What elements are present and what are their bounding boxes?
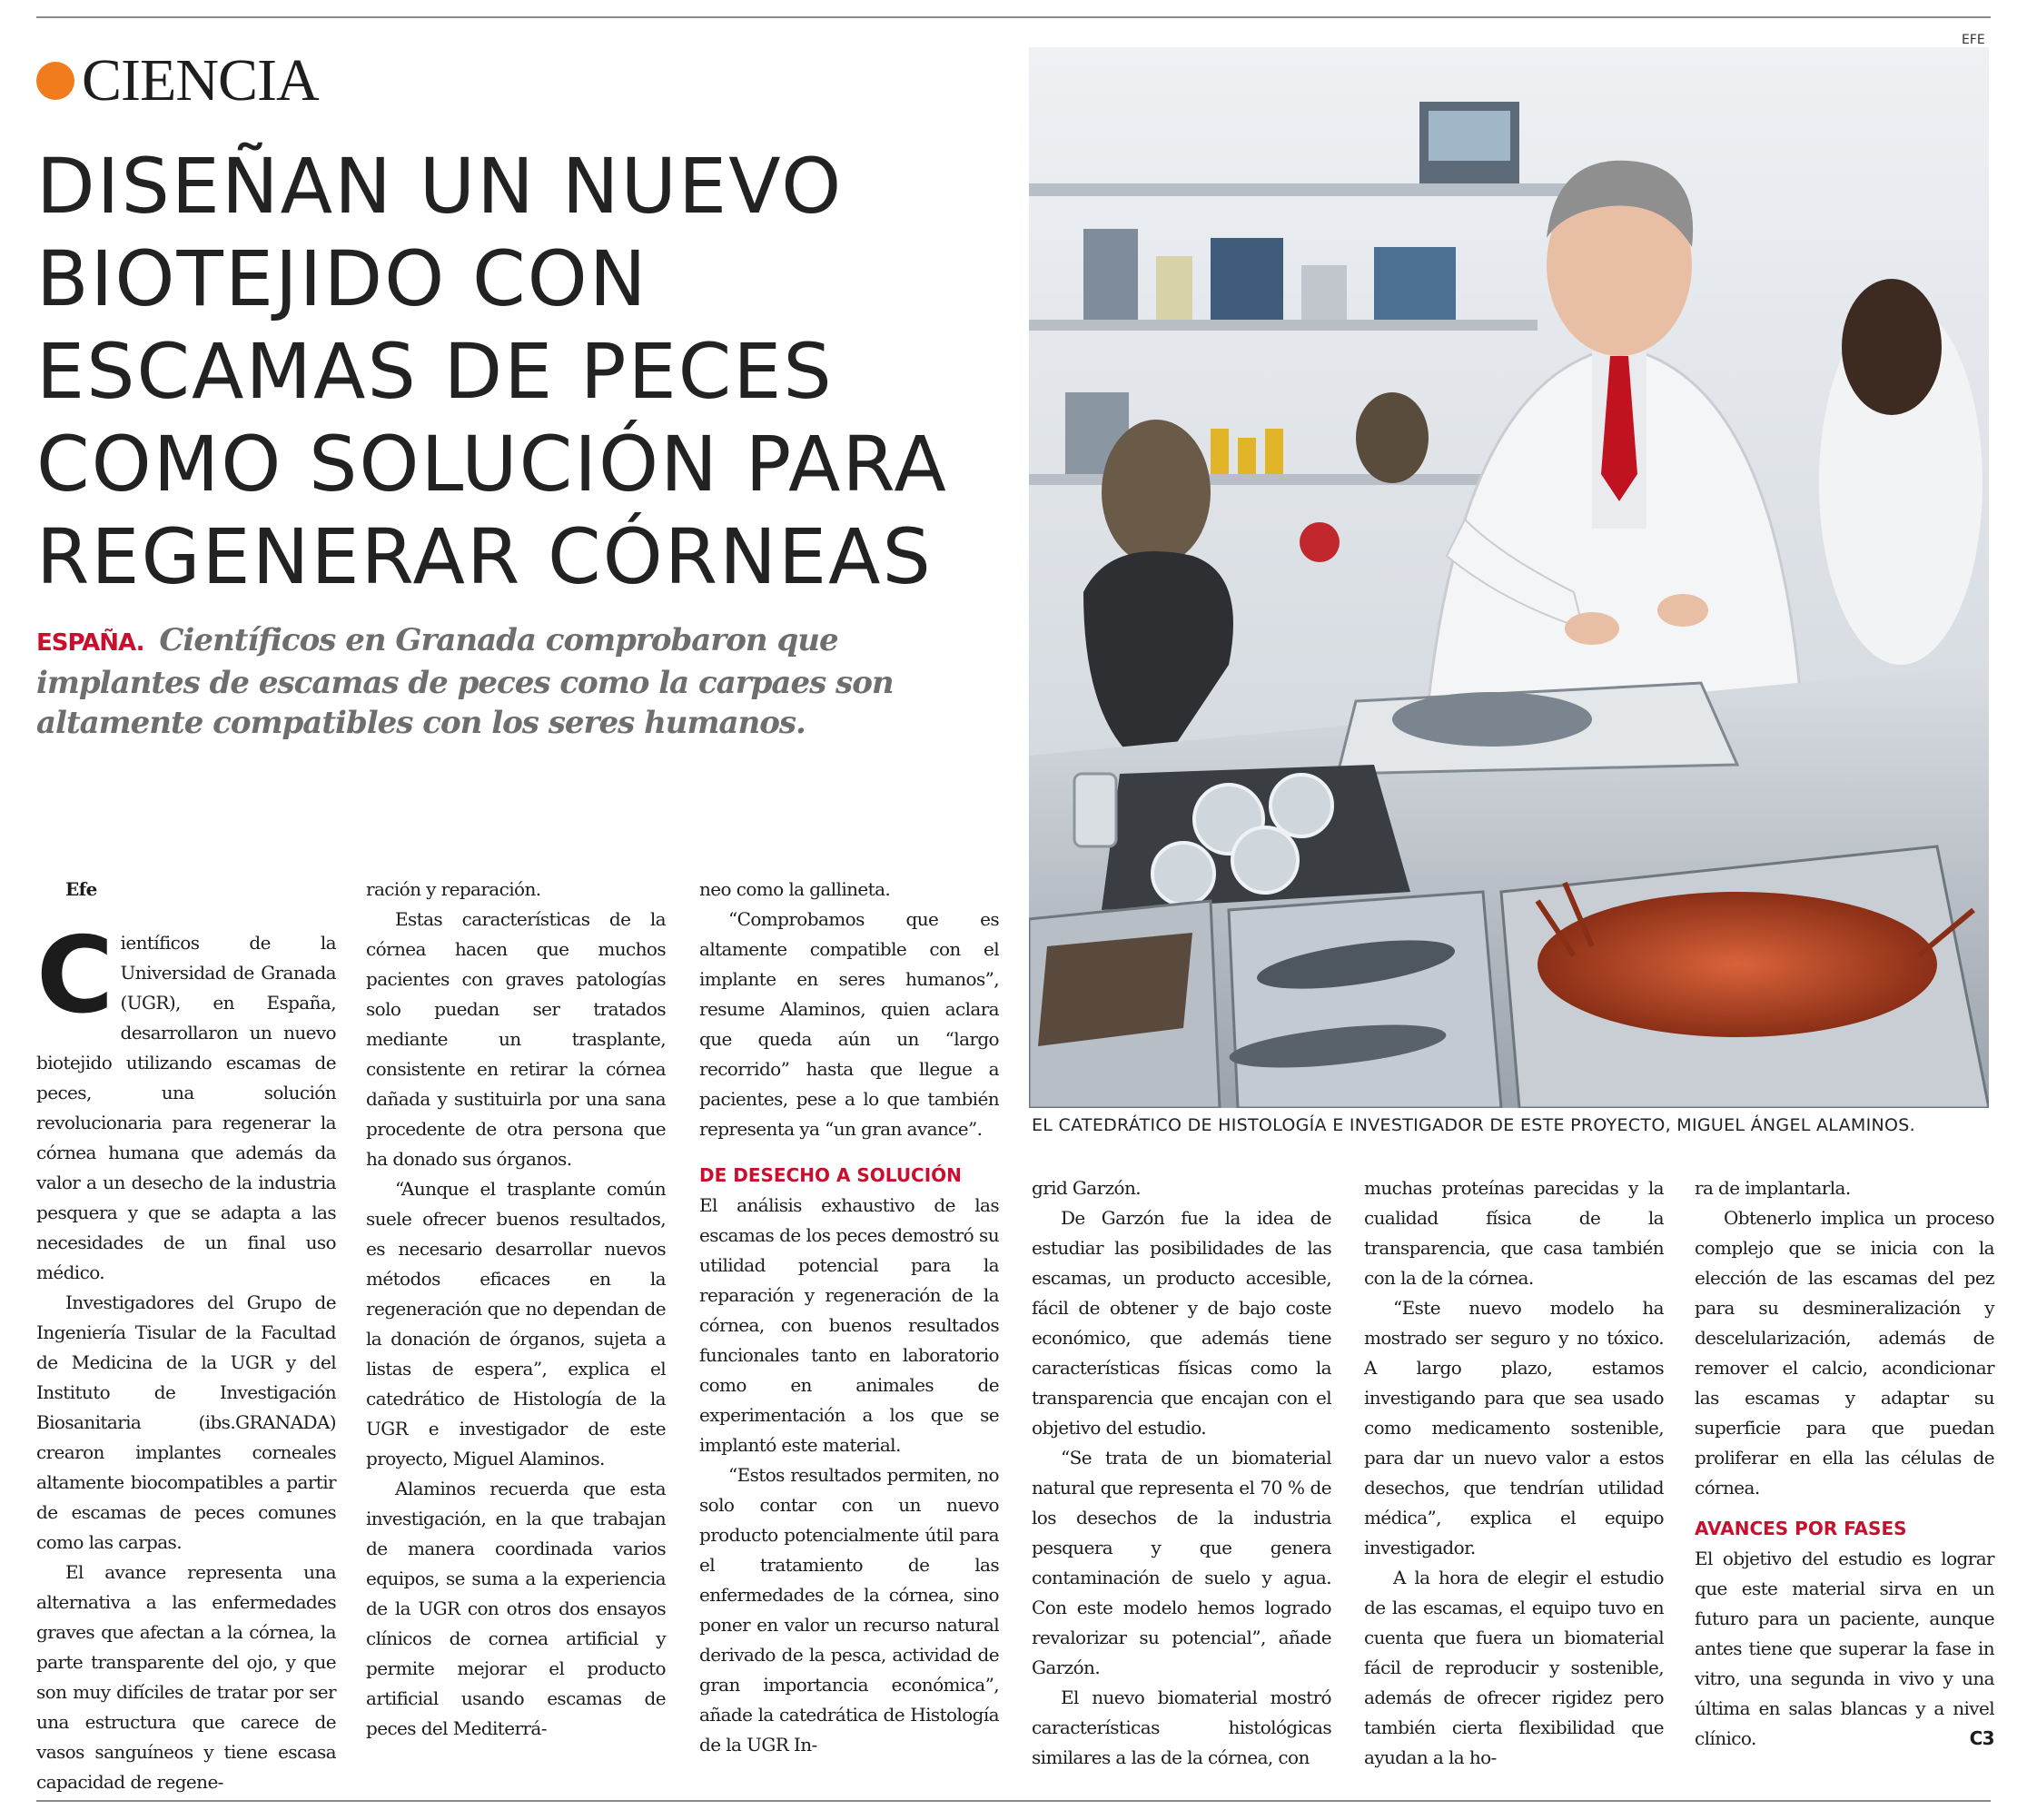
article-paragraph: Estas características de la córnea hacen que muchos pacientes con graves patologías solo puedan ser tratados mediante un trasplante, consistente en retirar la córnea dañada y sustituirla por una sana procedente de otra persona que ha donado sus órganos. (366, 908, 666, 1170)
article-paragraph: “Estos resultados permiten, no solo contar con un nuevo producto potencialmente útil para el tratamiento de las enfermedades de la córnea, sino poner en valor un recurso natural derivado de la pesca, actividad de gran importancia económica”, añade la catedrática de Histología de la UGR In- (699, 1464, 999, 1756)
article-paragraph: ración y reparación. (366, 878, 541, 900)
article-column-3 (699, 875, 999, 1760)
article-column-2 (366, 875, 666, 1744)
article-paragraph: muchas proteínas parecidas y la cualidad física de la transparencia, que casa también con la de la córnea. (1364, 1177, 1664, 1289)
bottom-rule (36, 1800, 1991, 1802)
article-paragraph: A la hora de elegir el estudio de las escamas, el equipo tuvo en cuenta que fuera un biomaterial fácil de reproducir y sostenible, además de ofrecer rigidez pero también cierta flexibilidad que ayudan a la ho- (1364, 1567, 1664, 1768)
deck-place: ESPAÑA. (36, 629, 144, 657)
deck-text: Científicos en Granada comprobaron que implantes de escamas de peces como la carpaes son altamente compatibles con los seres humanos. (36, 622, 894, 741)
section-name: CIENCIA (82, 47, 319, 114)
photo-credit: EFE (1962, 33, 1985, 47)
article-paragraph: “Aunque el trasplante común suele ofrecer buenos resultados, es necesario desarrollar nuevos métodos eficaces en la regeneración que no dependan de la donación de órganos, sujeta a listas de espera”, explica el catedrático de Histología de la UGR e investigador de este proyecto, Miguel Alaminos. (366, 1178, 666, 1469)
article-paragraph: Obtenerlo implica un proceso complejo que se inicia con la elección de las escamas del pez para su desmineralización y descelularización, además de remover el calcio, acondicionar las escamas y adaptar su superficie para que puedan proliferar en ella las células de córnea. (1695, 1207, 1994, 1499)
photo-caption: EL CATEDRÁTICO DE HISTOLOGÍA E INVESTIGADOR DE ESTE PROYECTO, MIGUEL ÁNGEL ALAMINOS. (1032, 1115, 1915, 1135)
article-paragraph: De Garzón fue la idea de estudiar las posibilidades de las escamas, un producto accesible, fácil de obtener y de bajo coste económico, que además tiene características físicas como la transparencia que encajan con el objetivo del estudio. (1032, 1207, 1331, 1439)
paragraph-text: ientíficos de la Universidad de Granada (UGR), en España, desarrollaron un nuevo biotejido utilizando escamas de peces, una solución revolucionaria para regenerar la córnea humana que además da valor a un desecho de la industria pesquera y que se adapta a las necesidades de un final uso médico. (36, 932, 336, 1283)
article-paragraph: Alaminos recuerda que esta investigación, en la que trabajan de manera coordinada varios equipos, se suma a la experiencia de la UGR con otros dos ensayos clínicos de cornea artificial y permite mejorar el producto artificial usando escamas de peces del Mediterrá- (366, 1478, 666, 1739)
headline (36, 140, 1008, 603)
article-paragraph (1695, 1544, 1994, 1754)
article-paragraph: El avance representa una alternativa a las enfermedades graves que afectan a la córnea, la parte transparente del ojo, y que son muy difíciles de tratar por ser una estructura que carece de vasos sanguíneos y tiene escasa capacidad de regene- (36, 1561, 336, 1793)
subheading: DE DESECHO A SOLUCIÓN (699, 1164, 962, 1186)
byline: Efe (65, 878, 97, 900)
article-paragraph (36, 915, 336, 1288)
paragraph-text: El objetivo del estudio es lograr que este material sirva en un futuro para un paciente, aunque antes tiene que superar la fase in vitro, una segunda in vivo y una última en salas blancas y a nivel clínico. (1695, 1548, 1994, 1749)
headline-line: REGENERAR CÓRNEAS (36, 512, 933, 601)
subheading: AVANCES POR FASES (1695, 1518, 1907, 1539)
drop-cap: C (36, 915, 114, 1037)
headline-line: BIOTEJIDO CON (36, 234, 648, 323)
lab-photo (1029, 47, 1989, 1108)
section-bullet-icon (36, 62, 74, 100)
article-paragraph: “Comprobamos que es altamente compatible con el implante en seres humanos”, resume Alaminos, quien aclara que queda aún un “largo recorrido” hasta que llegue a pacientes, pese a lo que también representa ya “un gran avance”. (699, 908, 999, 1140)
article-paragraph: neo como la gallineta. (699, 878, 891, 900)
headline-line: ESCAMAS DE PECES (36, 327, 834, 416)
article-column-4 (1032, 1173, 1331, 1773)
lab-photo-illustration (1029, 47, 1989, 1108)
article-paragraph: “Este nuevo modelo ha mostrado ser seguro y no tóxico. A largo plazo, estamos investigando para que sea usado como medicamento sostenible, para dar un nuevo valor a estos desechos, que tendrían utilidad médica”, explica el equipo investigador. (1364, 1297, 1664, 1558)
article-paragraph: grid Garzón. (1032, 1177, 1141, 1199)
top-rule (36, 16, 1991, 18)
article-column-1 (36, 875, 336, 1797)
headline-line: COMO SOLUCIÓN PARA (36, 420, 948, 509)
headline-line: DISEÑAN UN NUEVO (36, 142, 844, 231)
deck (36, 620, 990, 743)
end-mark: C3 (1969, 1727, 1994, 1749)
article-paragraph: El nuevo biomaterial mostró características histológicas similares a las de la córnea, con (1032, 1686, 1331, 1768)
article-paragraph: Investigadores del Grupo de Ingeniería Tisular de la Facultad de Medicina de la UGR y del Instituto de Investigación Biosanitaria (ibs.GRANADA) crearon implantes corneales altamente biocompatibles a partir de escamas de peces comunes como las carpas. (36, 1291, 336, 1553)
article-paragraph: “Se trata de un biomaterial natural que representa el 70 % de los desechos de la industria pesquera y que genera contaminación de suelo y agua. Con este modelo hemos logrado revalorizar su potencial”, añade Garzón. (1032, 1447, 1331, 1678)
section-label (36, 47, 319, 114)
article-column-5 (1364, 1173, 1664, 1773)
article-column-6 (1695, 1173, 1994, 1754)
article-paragraph: El análisis exhaustivo de las escamas de los peces demostró su utilidad potencial para la reparación y regeneración de la córnea, con buenos resultados funcionales tanto en laboratorio como en animales de experimentación a los que se implantó este material. (699, 1194, 999, 1456)
article-paragraph: ra de implantarla. (1695, 1177, 1851, 1199)
